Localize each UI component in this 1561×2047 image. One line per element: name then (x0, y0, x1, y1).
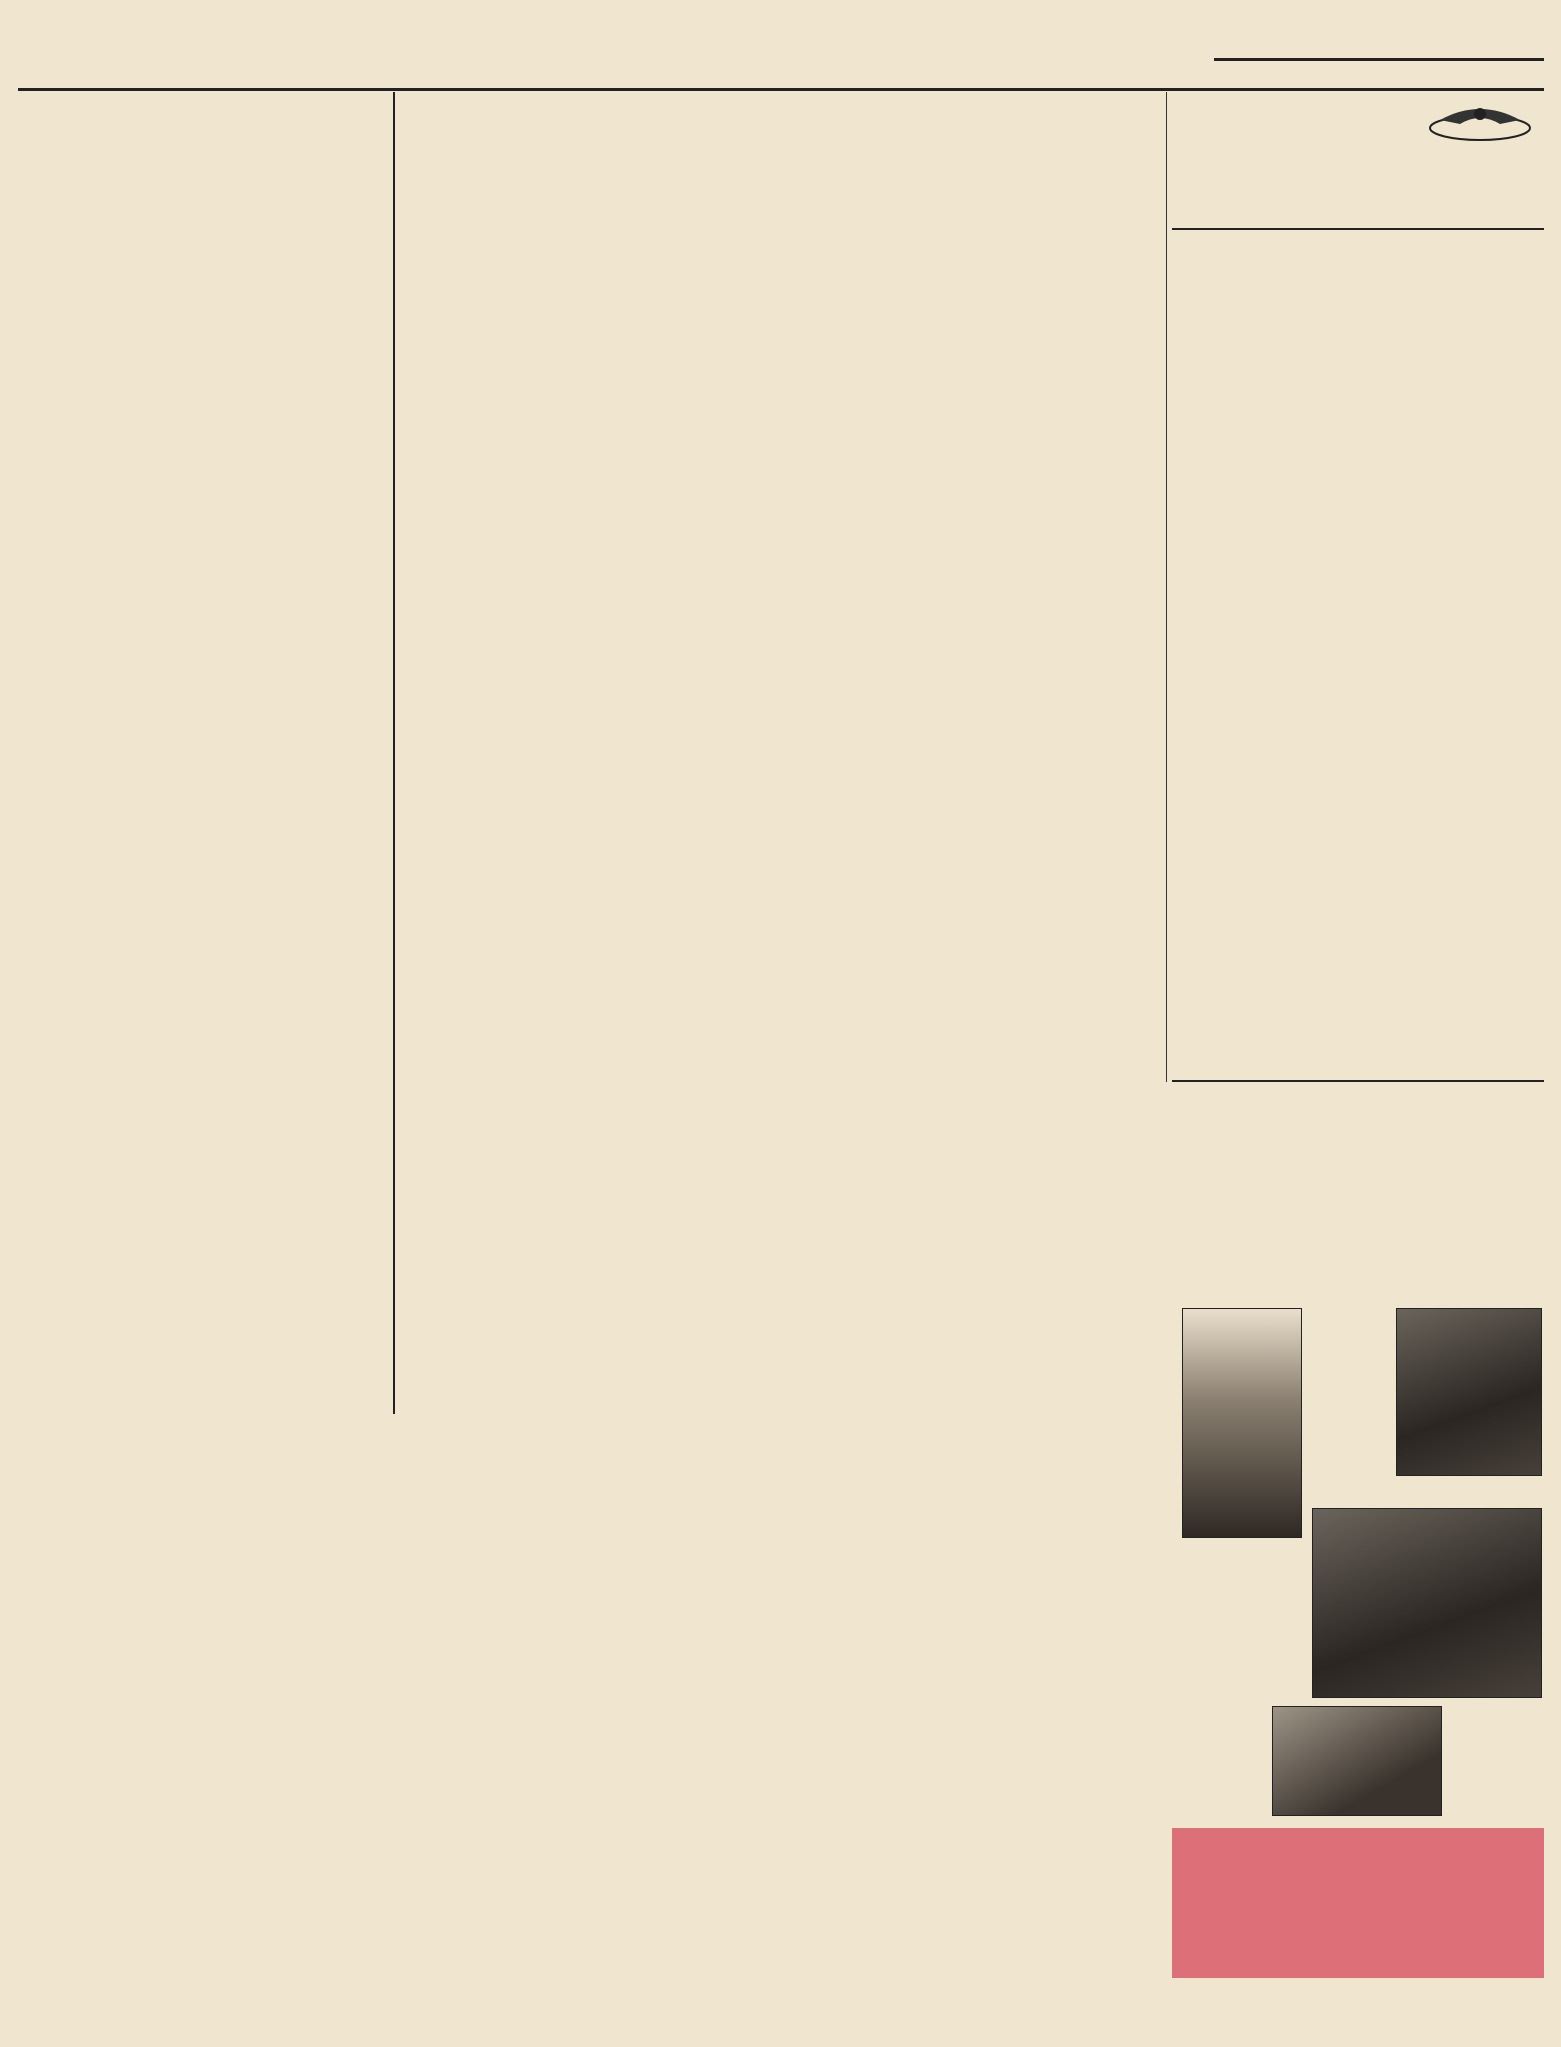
rivoli-ad (1172, 1088, 1544, 2038)
rivoli-photo-ark (1272, 1706, 1442, 1816)
bird-logo-icon (1420, 98, 1538, 148)
rivoli-cast-box (1172, 1828, 1544, 1978)
commentary-logo (1420, 98, 1538, 148)
rivoli-photo-adam-eve (1396, 1308, 1542, 1476)
rivoli-photo-babel (1182, 1308, 1302, 1538)
commentary-body (1174, 236, 1540, 1026)
rivoli-photo-abraham (1312, 1508, 1542, 1698)
